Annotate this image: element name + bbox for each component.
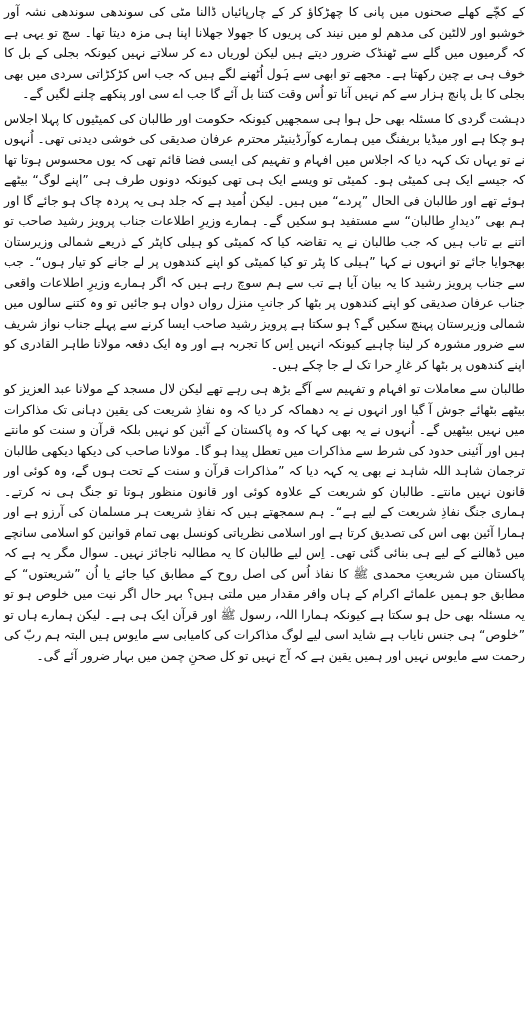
paragraph-taliban-talks: دہشت گردی کا مسئلہ بھی حل ہوا ہی سمجھیں کیونکہ حکومت اور طالبان کی کمیٹیوں کا پہلا اجلاس ہو چکا ہے اور میڈیا بریفنگ میں ہمارے کوآرڈینیٹر محترم عرفان صدیقی کی خوشی دیدنی تھی۔ اُنہوں نے تو یہاں تک کہہ دیا کہ اجلاس میں افہام و تفہیم کی ایسی فضا قائم تھی کہ یوں محسوس ہوتا تھا کہ جیسے ایک ہی کمیٹی ہو۔ کمیٹی تو ویسے ایک ہی تھی کیونکہ دونوں طرف ہی ”اپنے لوگ“ بیٹھے ہوئے تھے اور طالبان فی الحال ”پردے“ میں ہیں۔ لیکن اُمید ہے کہ جلد ہی یہ پردہ چاک ہو جائے گا اور ہم بھی ”دیدارِ طالبان“ سے مستفید ہو سکیں گے۔ ہمارے وزیرِ اطلاعات جناب پرویز رشید صاحب تو اتنے بے تاب ہیں کہ جب طالبان نے یہ تقاضہ کیا کہ کمیٹی کو ہیلی کاپٹر کے ذریعے شمالی وزیرستان بھجوایا جائے تو انہوں نے کہا ”ہیلی کا پٹر تو کیا کمیٹی کو اپنے کندھوں پر لے جانے کو تیار ہوں“۔ جب سے جناب پرویز رشید کا یہ بیان آیا ہے تب سے ہم سوچ رہے ہیں کہ اگر ہمارے وزیرِ اطلاعات واقعی جناب عرفان صدیقی کو اپنے کندھوں پر بٹھا کر جانبِ منزل رواں دواں ہو جائیں تو وہ کتنے سالوں میں شمالی وزیرستان پہنچ سکیں گے؟ ہو سکتا ہے پرویز رشید صاحب ایسا کرنے سے پہلے جناب نواز شریف سے ضرور مشورہ کر لینا چاہیے کیونکہ انہیں اِس کا تجربہ ہے اور وہ ایک دفعہ مولانا طاہر القادری کو اپنے کندھوں پر بٹھا کر غارِ حرا تک لے جا چکے ہیں۔	[4, 110, 525, 372]
paragraph-sharia-demand: طالبان سے معاملات تو افہام و تفہیم سے آگے بڑھ ہی رہے تھے لیکن لال مسجد کے مولانا عبد العزیز کو بیٹھے بٹھائے جوش آ گیا اور انہوں نے یہ دھماکہ کر دیا کہ وہ نفاذِ شریعت کی یقین دہانی تک مذاکرات میں نہیں بیٹھیں گے۔ اُنہوں نے یہ بھی کہا کہ وہ پاکستان کے آئین کو نہیں بلکہ قرآن و سنت کو مانتے ہیں اور آئینی حدود کی شرط سے مذاکرات میں تعطل پیدا ہو گا۔ مولانا صاحب کی دیکھا دیکھی طالبان ترجمان شاہد اللہ شاہد نے بھی یہ کہہ دیا کہ ”مذاکرات قرآن و سنت کے تحت ہوں گے، وہ کوئی اور قانون نہیں مانتے۔ طالبان کو شریعت کے علاوہ کوئی اور قانون منظور ہوتا تو جنگ ہی نہ کرتے۔ ہماری جنگ نفاذِ شریعت کے لیے ہے“۔ ہم سمجھتے ہیں کہ نفاذِ شریعت ہر مسلمان کی آرزو ہے اور ہمارا آئین بھی اس کی تصدیق کرتا ہے اور اسلامی نظریاتی کونسل بھی تمام قوانین کو اسلامی سانچے میں ڈھالنے کے لیے ہی بنائی گئی تھی۔ اِس لیے طالبان کا یہ مطالبہ ناجائز نہیں۔ سوال مگر یہ ہے کہ پاکستان میں شریعتِ محمدی ﷺ کا نفاذ اُس کی اصل روح کے مطابق کیا جائے یا اُن ”شریعتوں“ کے مطابق جو ہمیں علمائے اکرام کے ہاں وافر مقدار میں ملتی ہیں؟ بہر حال اگر نیت میں خلوص ہو تو یہ مسئلہ بھی حل ہو سکتا ہے کیونکہ ہمارا اللہ، رسول ﷺ اور قرآن ایک ہی ہے۔ لیکن ہمارے ہاں تو ”خلوص“ ہی جنس نایاب ہے شاید اسی لیے لوگ مذاکرات کی کامیابی سے مایوس ہیں البتہ ہم ربّ کی رحمت سے مایوس نہیں اور ہمیں یقین ہے کہ آج نہیں تو کل صحنِ چمن میں بہار ضرور آئے گی۔	[4, 381, 525, 663]
paragraph-summer-nights: کے کچّے کھلے صحنوں میں پانی کا چھڑکاؤ کر کے چارپائیاں ڈالنا مٹی کی سوندھی سوندھی نشہ آور خوشبو اور لالٹین کی مدھم لو میں نیند کی پریوں کا جھولا جھلانا اپنا ہی مزہ دیتا تھا۔ سچ تو یہی ہے کہ گرمیوں میں گلے سے ٹھنڈک ضرور دیتے ہیں لیکن لوریاں دے کر سلاتے نہیں کیونکہ بجلی کے بل کا خوف ہی بے چین رکھتا ہے۔ مجھے تو ابھی سے ہَول اُٹھنے لگے ہیں کہ جب اس کڑکڑاتی سردی میں بھی بجلی کا بل پانچ ہزار سے کم نہیں آتا تو اُس وقت کتنا بل آئے گا جب اے سی اور پنکھے چلنے لگیں گے۔	[4, 4, 525, 101]
article-body	[4, 2, 525, 1020]
